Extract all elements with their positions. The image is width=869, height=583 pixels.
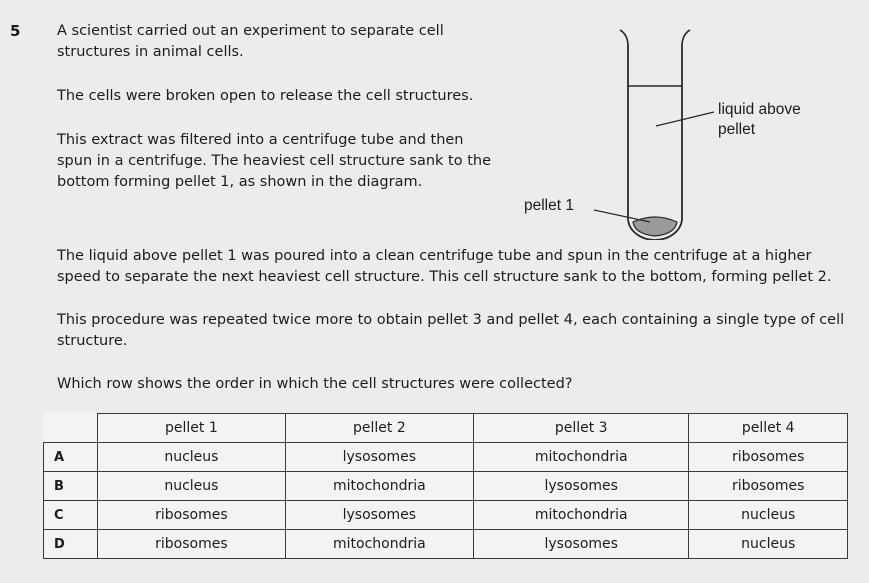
row-label: B [44,472,98,501]
table-cell: lysosomes [285,501,473,530]
answer-table [43,413,848,559]
table-cell: mitochondria [285,472,473,501]
question-prompt: Which row shows the order in which the cell structures were collected? [57,376,573,392]
label-pellet-1: pellet 1 [524,197,574,214]
header-cell: pellet 3 [473,414,688,443]
table-cell: ribosomes [689,443,848,472]
question-intro: A scientist carried out an experiment to separate cell structures in animal cells. [57,23,444,60]
table-cell: mitochondria [473,443,688,472]
question-step-centrifuge: This extract was filtered into a centrifuge tube and then spun in a centrifuge. The heaviest cell structure sank to the bottom forming pellet 1, as shown in the diagram. [57,132,491,190]
table-cell: nucleus [689,530,848,559]
table-cell: ribosomes [98,501,286,530]
label-liquid-above-pellet: liquid above pellet [718,101,801,138]
table-cell: lysosomes [473,472,688,501]
centrifuge-tube-diagram [500,20,860,240]
header-cell: pellet 2 [285,414,473,443]
table-cell: ribosomes [98,530,286,559]
header-cell: pellet 1 [98,414,286,443]
table-cell: mitochondria [473,501,688,530]
table-cell: ribosomes [689,472,848,501]
table-cell: nucleus [689,501,848,530]
question-step-repeat-twice: This procedure was repeated twice more to obtain pellet 3 and pellet 4, each containing a single type of cell structure. [57,312,845,349]
question-number: 5 [10,22,21,40]
table-cell: nucleus [98,472,286,501]
row-label: C [44,501,98,530]
table-row-d[interactable] [44,530,848,559]
header-cell: pellet 4 [689,414,848,443]
table-row-a[interactable] [44,443,848,472]
row-label: A [44,443,98,472]
table-cell: nucleus [98,443,286,472]
table-row-c[interactable] [44,501,848,530]
question-step-repeat-spin: The liquid above pellet 1 was poured into a clean centrifuge tube and spun in the centrifuge at a higher speed to separate the next heaviest cell structure. This cell structure sank to the bottom, forming pellet 2. [57,248,832,285]
table-cell: lysosomes [473,530,688,559]
table-header-row [44,414,848,443]
table-cell: lysosomes [285,443,473,472]
row-label: D [44,530,98,559]
table-row-b[interactable] [44,472,848,501]
header-corner [44,414,98,443]
table-cell: mitochondria [285,530,473,559]
question-step-break-cells: The cells were broken open to release the cell structures. [57,88,474,104]
